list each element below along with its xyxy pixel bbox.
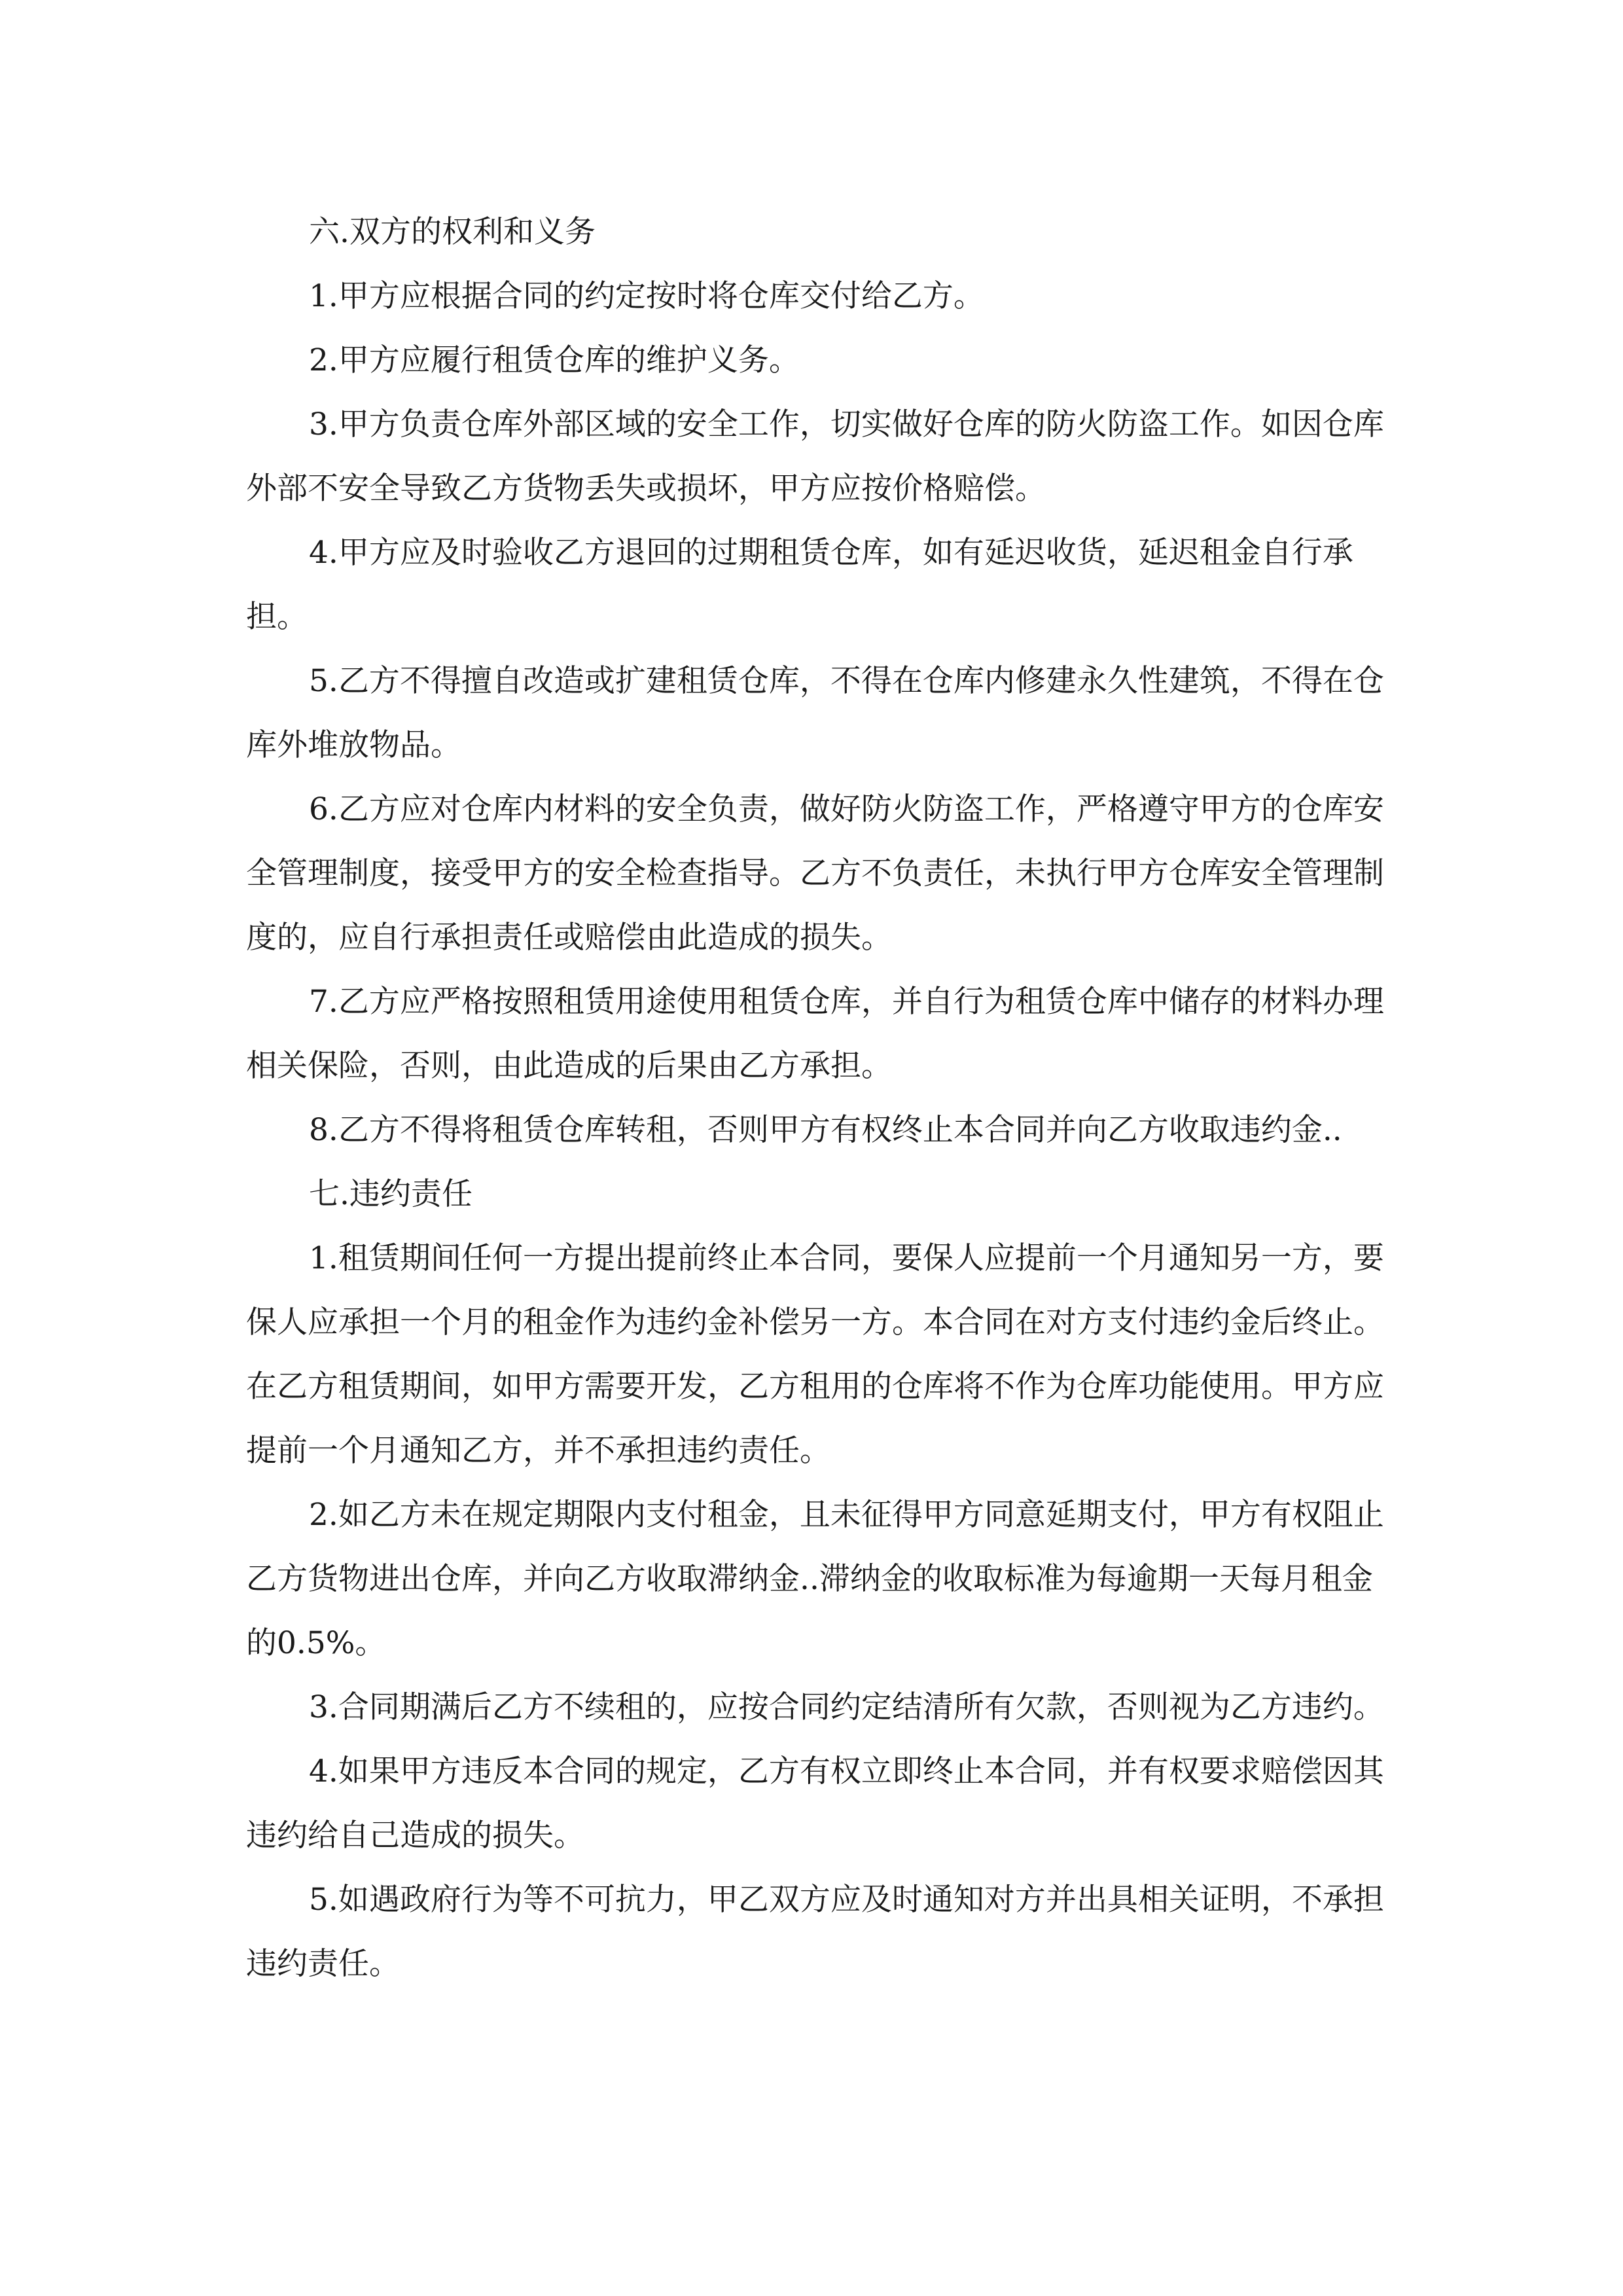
clause-paragraph: 8.乙方不得将租赁仓库转租，否则甲方有权终止本合同并向乙方收取违约金.. [309,1112,1342,1148]
clause-paragraph: 2.如乙方未在规定期限内支付租金，且未征得甲方同意延期支付，甲方有权阻止乙方货物进出仓库，并向乙方收取滞纳金..滞纳金的收取标准为每逾期一天每月租金的0.5%。 [246,1497,1384,1661]
section-heading-rights: 六.双方的权利和义务 [309,214,596,250]
clause-paragraph: 4.如果甲方违反本合同的规定，乙方有权立即终止本合同，并有权要求赔偿因其违约给自己造成的损失。 [246,1753,1384,1854]
clause-paragraph: 3.甲方负责仓库外部区域的安全工作，切实做好仓库的防火防盗工作。如因仓库外部不安全导致乙方货物丢失或损坏，甲方应按价格赔偿。 [246,406,1384,507]
clause-paragraph: 6.乙方应对仓库内材料的安全负责，做好防火防盗工作，严格遵守甲方的仓库安全管理制度，接受甲方的安全检查指导。乙方不负责任，未执行甲方仓库安全管理制度的，应自行承担责任或赔偿由此造成的损失。 [246,791,1384,956]
document-body [246,200,1386,1996]
clause-paragraph: 5.乙方不得擅自改造或扩建租赁仓库，不得在仓库内修建永久性建筑，不得在仓库外堆放物品。 [246,663,1384,763]
clause-paragraph: 4.甲方应及时验收乙方退回的过期租赁仓库，如有延迟收货，延迟租金自行承担。 [246,535,1353,635]
clause-paragraph: 3.合同期满后乙方不续租的，应按合同约定结清所有欠款，否则视为乙方违约。 [309,1689,1384,1725]
clause-paragraph: 1.租赁期间任何一方提出提前终止本合同，要保人应提前一个月通知另一方，要保人应承担一个月的租金作为违约金补偿另一方。本合同在对方支付违约金后终止。在乙方租赁期间，如甲方需要开发，乙方租用的仓库将不作为仓库功能使用。甲方应提前一个月通知乙方，并不承担违约责任。 [246,1240,1384,1469]
clause-paragraph: 7.乙方应严格按照租赁用途使用租赁仓库，并自行为租赁仓库中储存的材料办理相关保险，否则，由此造成的后果由乙方承担。 [246,984,1384,1084]
section-heading-liability: 七.违约责任 [309,1176,473,1212]
clause-paragraph: 5.如遇政府行为等不可抗力，甲乙双方应及时通知对方并出具相关证明，不承担违约责任。 [246,1882,1384,1982]
clause-paragraph: 2.甲方应履行租赁仓库的维护义务。 [309,342,800,378]
clause-paragraph: 1.甲方应根据合同的约定按时将仓库交付给乙方。 [309,278,984,314]
